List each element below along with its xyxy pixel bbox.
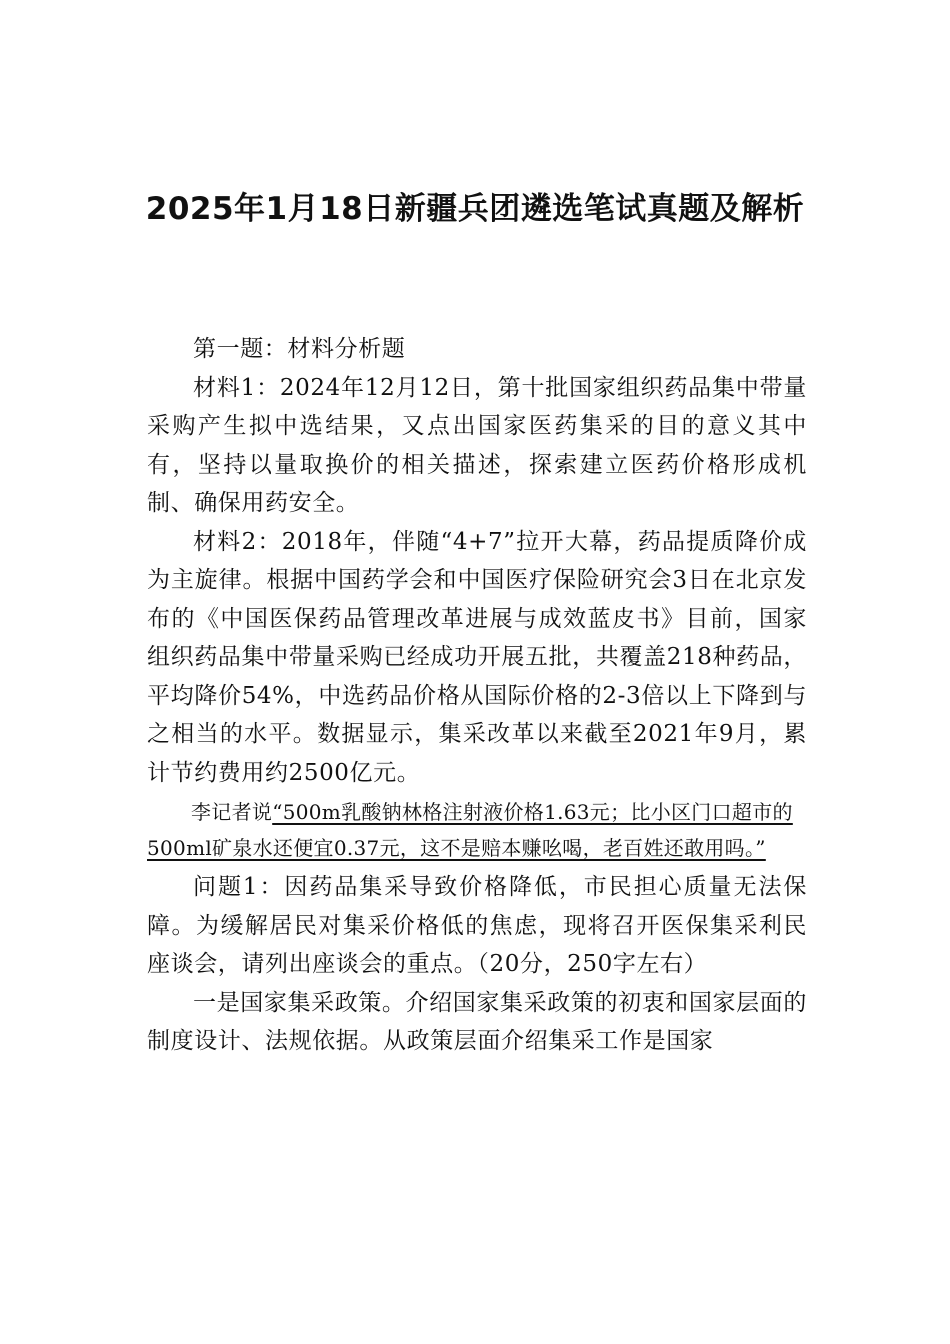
document-body	[147, 330, 807, 1061]
question-1-paragraph: 问题1：因药品集采导致价格降低，市民担心质量无法保障。为缓解居民对集采价格低的焦虑，现将召开医保集采利民座谈会，请列出座谈会的重点。（20分，250字左右）	[147, 874, 807, 977]
reporter-quote	[147, 794, 807, 866]
section-heading: 第一题：材料分析题	[193, 336, 406, 362]
material-2-paragraph: 材料2：2018年，伴随“4+7”拉开大幕，药品提质降价成为主旋律。根据中国药学会和中国医疗保险研究会3日在北京发布的《中国医保药品管理改革进展与成效蓝皮书》目前，国家组织药品集中带量采购已经成功开展五批，共覆盖218种药品，平均降价54%，中选药品价格从国际价格的2-3倍以上下降到与之相当的水平。数据显示，集采改革以来截至2021年9月，累计节约费用约2500亿元。	[147, 528, 807, 786]
quote-speaker: 李记者说	[191, 800, 273, 824]
answer-paragraph: 一是国家集采政策。介绍国家集采政策的初衷和国家层面的制度设计、法规依据。从政策层面介绍集采工作是国家	[147, 989, 807, 1054]
quote-text: “500m乳酸钠林格注射液价格1.63元；比小区门口超市的500ml矿泉水还便宜0.37元，这不是赔本赚吆喝，老百姓还敢用吗。”	[147, 800, 793, 860]
material-1-paragraph: 材料1：2024年12月12日，第十批国家组织药品集中带量采购产生拟中选结果，又点出国家医药集采的目的意义其中有，坚持以量取换价的相关描述，探索建立医药价格形成机制、确保用药安全。	[147, 374, 807, 516]
document-title: 2025年1月18日新疆兵团遴选笔试真题及解析	[145, 190, 805, 227]
